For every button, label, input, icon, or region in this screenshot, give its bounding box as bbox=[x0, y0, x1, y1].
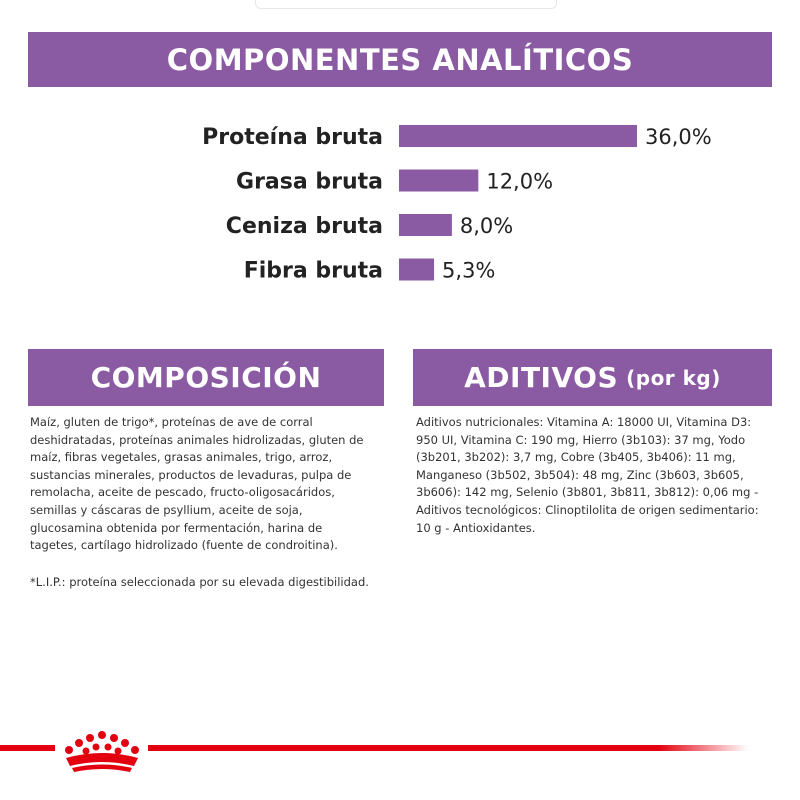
category-label: Grasa bruta bbox=[236, 169, 383, 195]
additives-title: ADITIVOS bbox=[464, 361, 619, 394]
composition-footnote: *L.I.P.: proteína seleccionada por su elevada digestibilidad. bbox=[30, 575, 369, 589]
additives-banner bbox=[413, 349, 772, 406]
additives-subtitle: (por kg) bbox=[626, 365, 721, 390]
footer-red-line-right bbox=[148, 745, 748, 751]
top-tab-decoration bbox=[255, 0, 557, 9]
bar bbox=[399, 170, 478, 192]
bar bbox=[399, 125, 637, 147]
composition-title: COMPOSICIÓN bbox=[90, 361, 322, 394]
nutrient-bar-chart bbox=[0, 110, 800, 300]
composition-banner bbox=[28, 349, 384, 406]
footer-red-line-left bbox=[0, 745, 55, 751]
category-label: Fibra bruta bbox=[243, 258, 383, 284]
bar bbox=[399, 214, 452, 236]
value-label: 8,0% bbox=[459, 214, 514, 238]
category-label: Proteína bruta bbox=[202, 125, 383, 150]
value-label: 36,0% bbox=[645, 125, 712, 149]
category-label: Ceniza bruta bbox=[225, 214, 383, 239]
value-label: 12,0% bbox=[486, 169, 554, 194]
analytical-components-banner bbox=[28, 32, 772, 87]
composition-text: Maíz, gluten de trigo*, proteínas de ave de corral deshidratadas, proteínas animales hidrolizadas, gluten de maíz, fibras vegetales, grasas animales, trigo, arroz, sustancias minerales, productos de levaduras, pulpa de remolacha, aceite de pescado, fructo-oligosacáridos, semillas y cáscaras de psyllium, aceite de soja, glucosamina obtenida por fermentación, harina de tagetes, cartílago hidrolizado (fuente de condroitina). bbox=[30, 415, 364, 553]
crown-icon bbox=[60, 730, 144, 774]
bar bbox=[399, 259, 434, 281]
analytical-components-title: COMPONENTES ANALÍTICOS bbox=[166, 42, 634, 77]
value-label: 5,3% bbox=[442, 258, 496, 283]
additives-text: Aditivos nutricionales: Vitamina A: 18000 UI, Vitamina D3: 950 UI, Vitamina C: 190 mg, Hierro (3b103): 37 mg, Yodo (3b201, 3b202): 3,7 mg, Cobre (3b405, 3b406): 11 mg, Manganeso (3b502, 3b504): 48 mg, Zinc (3b603, 3b605, 3b606): 142 mg, Selenio (3b801, 3b811, 3b812): 0,06 mg - Aditivos tecnológicos: Clinoptilolita de origen sedimentario: 10 g - Antioxidantes. bbox=[416, 415, 759, 535]
